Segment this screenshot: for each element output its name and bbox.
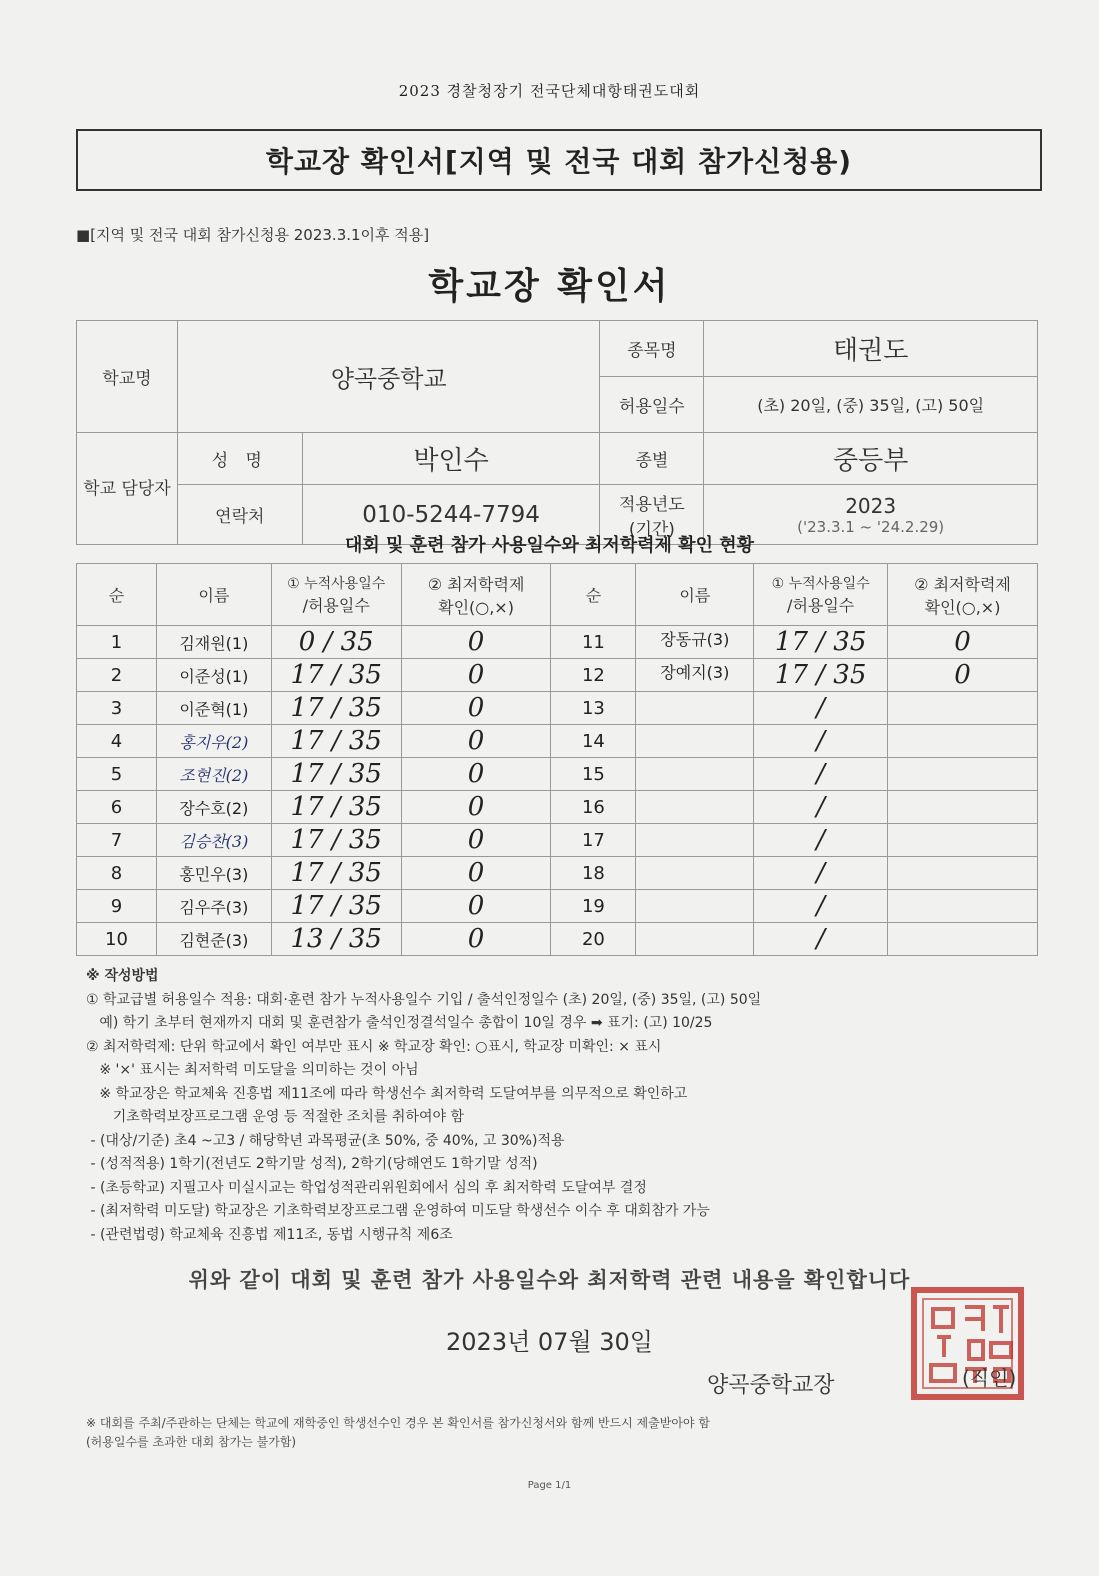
row-number: 12: [551, 659, 636, 692]
student-name: 이준혁(1): [156, 692, 271, 725]
academic-check: [888, 758, 1038, 791]
student-name: [636, 923, 754, 956]
col-days-left-1: ① 누적사용일수: [287, 576, 386, 592]
row-number: 6: [77, 791, 157, 824]
table-row: [77, 659, 1038, 692]
guide-line: - (최저학력 미도달) 학교장은 기초학력보장프로그램 운영하여 미도달 학생선수 이수 후 대회참가 가능: [86, 1203, 710, 1219]
form-note: ■[지역 및 전국 대회 참가신청용 2023.3.1이후 적용]: [76, 226, 430, 244]
guide-line: 예) 학기 초부터 현재까지 대회 및 훈련참가 출석인정결석일수 총합이 10일 경우 ➡ 표기: (고) 10/25: [86, 1015, 713, 1031]
student-name: [636, 857, 754, 890]
days-used: 17 / 35: [271, 758, 401, 791]
table-row: [77, 923, 1038, 956]
row-number: 8: [77, 857, 157, 890]
days-used: 0 / 35: [271, 626, 401, 659]
col-days-left-2: /허용일수: [302, 596, 370, 615]
student-name: 장동규(3): [636, 626, 754, 659]
student-name: 장수호(2): [156, 791, 271, 824]
student-name: [636, 692, 754, 725]
col-no-right: 순: [551, 564, 636, 626]
student-name: [636, 824, 754, 857]
table-row: [77, 626, 1038, 659]
col-check-right-1: ② 최저학력제: [914, 574, 1011, 594]
sport-label: 종목명: [600, 321, 704, 377]
division-label: 종별: [600, 433, 704, 485]
days-used: 17 / 35: [271, 725, 401, 758]
days-used: 13 / 35: [271, 923, 401, 956]
sport-value: 태권도: [704, 321, 1038, 377]
academic-check: 0: [401, 857, 551, 890]
row-number: 10: [77, 923, 157, 956]
academic-check: [888, 890, 1038, 923]
row-number: 16: [551, 791, 636, 824]
days-used: /: [754, 791, 888, 824]
principal-signer: 양곡중학교장: [707, 1373, 835, 1398]
academic-check: 0: [888, 659, 1038, 692]
footnote-line-2: (허용일수를 초과한 대회 참가는 불가함): [86, 1435, 297, 1449]
col-check-right-2: 확인(○,×): [924, 597, 1001, 617]
days-used: 17 / 35: [271, 791, 401, 824]
table-row: [77, 824, 1038, 857]
guide-line: ① 학교급별 허용일수 적용: 대회·훈련 참가 누적사용일수 기입 / 출석인정일수 (초) 20일, (중) 35일, (고) 50일: [86, 991, 762, 1008]
student-name: [636, 890, 754, 923]
seal-label: (직인): [962, 1366, 1017, 1390]
col-check-left: [401, 564, 551, 626]
row-number: 13: [551, 692, 636, 725]
days-used: 17 / 35: [754, 626, 888, 659]
row-number: 19: [551, 890, 636, 923]
col-name-right: 이름: [636, 564, 754, 626]
name-label: 성 명: [177, 433, 302, 485]
row-number: 15: [551, 758, 636, 791]
days-used: 17 / 35: [754, 659, 888, 692]
student-name: 장예지(3): [636, 659, 754, 692]
academic-check: 0: [401, 824, 551, 857]
days-used: /: [754, 890, 888, 923]
guide-line: - (대상/기준) 초4 ~고3 / 해당학년 과목평균(초 50%, 중 40%, 고 30%)적용: [86, 1132, 565, 1149]
student-name: 이준성(1): [156, 659, 271, 692]
footnote-line-1: ※ 대회를 주최/주관하는 단체는 학교에 재학중인 학생선수인 경우 본 확인서를 참가신청서와 함께 반드시 제출받아야 함: [86, 1416, 710, 1430]
row-number: 20: [551, 923, 636, 956]
days-used: 17 / 35: [271, 692, 401, 725]
row-number: 18: [551, 857, 636, 890]
row-number: 3: [77, 692, 157, 725]
period-value: ('23.3.1 ~ '24.2.29): [797, 517, 945, 536]
student-name: 홍지우(2): [156, 725, 271, 758]
guide-title: ※ 작성방법: [86, 968, 159, 984]
division-value: 중등부: [704, 433, 1038, 485]
form-title-box: [76, 129, 1042, 191]
student-name: 김우주(3): [156, 890, 271, 923]
table-row: [77, 758, 1038, 791]
table-row: [77, 857, 1038, 890]
days-used: /: [754, 857, 888, 890]
allowed-days-value: (초) 20일, (중) 35일, (고) 50일: [704, 377, 1038, 433]
period-label: (기간): [628, 519, 675, 540]
school-label: 학교명: [77, 321, 178, 433]
status-heading: 대회 및 훈련 참가 사용일수와 최저학력제 확인 현황: [344, 535, 754, 556]
guide-line: ※ '×' 표시는 최저학력 미도달을 의미하는 것이 아님: [86, 1062, 419, 1078]
days-used: 17 / 35: [271, 890, 401, 923]
guide-lines: [86, 989, 1026, 1248]
status-table-body: [77, 626, 1038, 956]
guide-line: - (성적적용) 1학기(전년도 2학기말 성적), 2학기(당해연도 1학기말 성적): [86, 1156, 538, 1172]
col-check-right: [888, 564, 1038, 626]
student-name: 김재원(1): [156, 626, 271, 659]
confirm-statement: 위와 같이 대회 및 훈련 참가 사용일수와 최저학력 관련 내용을 확인합니다: [188, 1268, 911, 1292]
days-used: 17 / 35: [271, 857, 401, 890]
days-used: 17 / 35: [271, 659, 401, 692]
row-number: 4: [77, 725, 157, 758]
name-value: 박인수: [302, 433, 600, 485]
academic-check: [888, 923, 1038, 956]
guide-line: 기초학력보장프로그램 운영 등 적절한 조치를 취하여야 함: [86, 1109, 464, 1125]
year-value: 2023: [845, 493, 897, 518]
row-number: 9: [77, 890, 157, 923]
guide-line: - (관련법령) 학교체육 진흥법 제11조, 동법 시행규칙 제6조: [86, 1226, 453, 1243]
academic-check: 0: [401, 758, 551, 791]
event-title: 2023 경찰청장기 전국단체대항태권도대회: [398, 82, 701, 100]
academic-check: 0: [401, 659, 551, 692]
academic-check: 0: [401, 890, 551, 923]
year-label: 적용년도: [619, 494, 685, 515]
academic-check: 0: [401, 626, 551, 659]
document-heading: 학교장 확인서: [428, 266, 671, 307]
academic-check: 0: [401, 692, 551, 725]
contact-value: 010-5244-7794: [302, 485, 600, 545]
days-used: 17 / 35: [271, 824, 401, 857]
row-number: 7: [77, 824, 157, 857]
status-table: [76, 563, 1038, 956]
col-name-left: 이름: [156, 564, 271, 626]
academic-check: [888, 725, 1038, 758]
table-row: [77, 890, 1038, 923]
guide-line: ② 최저학력제: 단위 학교에서 확인 여부만 표시 ※ 학교장 확인: ○표시, 학교장 미확인: × 표시: [86, 1038, 662, 1055]
col-check-left-2: 확인(○,×): [438, 597, 514, 617]
row-number: 17: [551, 824, 636, 857]
student-name: [636, 791, 754, 824]
row-number: 5: [77, 758, 157, 791]
col-days-right-1: ① 누적사용일수: [771, 576, 870, 592]
row-number: 11: [551, 626, 636, 659]
academic-check: 0: [401, 923, 551, 956]
student-name: [636, 758, 754, 791]
student-name: 김승찬(3): [156, 824, 271, 857]
col-days-left: [271, 564, 401, 626]
col-days-right-2: /허용일수: [787, 596, 855, 615]
academic-check: [888, 824, 1038, 857]
academic-check: 0: [888, 626, 1038, 659]
academic-check: 0: [401, 791, 551, 824]
academic-check: [888, 857, 1038, 890]
days-used: /: [754, 758, 888, 791]
student-name: [636, 725, 754, 758]
contact-label: 연락처: [177, 485, 302, 545]
table-row: [77, 725, 1038, 758]
days-used: /: [754, 923, 888, 956]
days-used: /: [754, 824, 888, 857]
confirm-date: 2023년 07월 30일: [446, 1328, 653, 1356]
school-value: 양곡중학교: [177, 321, 600, 433]
row-number: 1: [77, 626, 157, 659]
writing-guide: [86, 965, 1026, 1247]
table-row: [77, 791, 1038, 824]
allowed-days-label: 허용일수: [600, 377, 704, 433]
col-no-left: 순: [77, 564, 157, 626]
academic-check: 0: [401, 725, 551, 758]
col-days-right: [754, 564, 888, 626]
guide-line: - (초등학교) 지필고사 미실시교는 학업성적관리위원회에서 심의 후 최저학력 도달여부 결정: [86, 1179, 647, 1196]
student-name: 조현진(2): [156, 758, 271, 791]
row-number: 2: [77, 659, 157, 692]
col-check-left-1: ② 최저학력제: [427, 574, 525, 594]
academic-check: [888, 791, 1038, 824]
days-used: /: [754, 692, 888, 725]
form-title: 학교장 확인서[지역 및 전국 대회 참가신청용): [265, 145, 853, 178]
student-name: 김현준(3): [156, 923, 271, 956]
footnote: [86, 1414, 1046, 1452]
academic-check: [888, 692, 1038, 725]
row-number: 14: [551, 725, 636, 758]
info-table: [76, 320, 1038, 545]
student-name: 홍민우(3): [156, 857, 271, 890]
manager-label: 학교 담당자: [77, 433, 178, 545]
guide-line: ※ 학교장은 학교체육 진흥법 제11조에 따라 학생선수 최저학력 도달여부를 의무적으로 확인하고: [86, 1085, 688, 1102]
table-row: [77, 692, 1038, 725]
days-used: /: [754, 725, 888, 758]
page-number: Page 1/1: [527, 1480, 572, 1491]
